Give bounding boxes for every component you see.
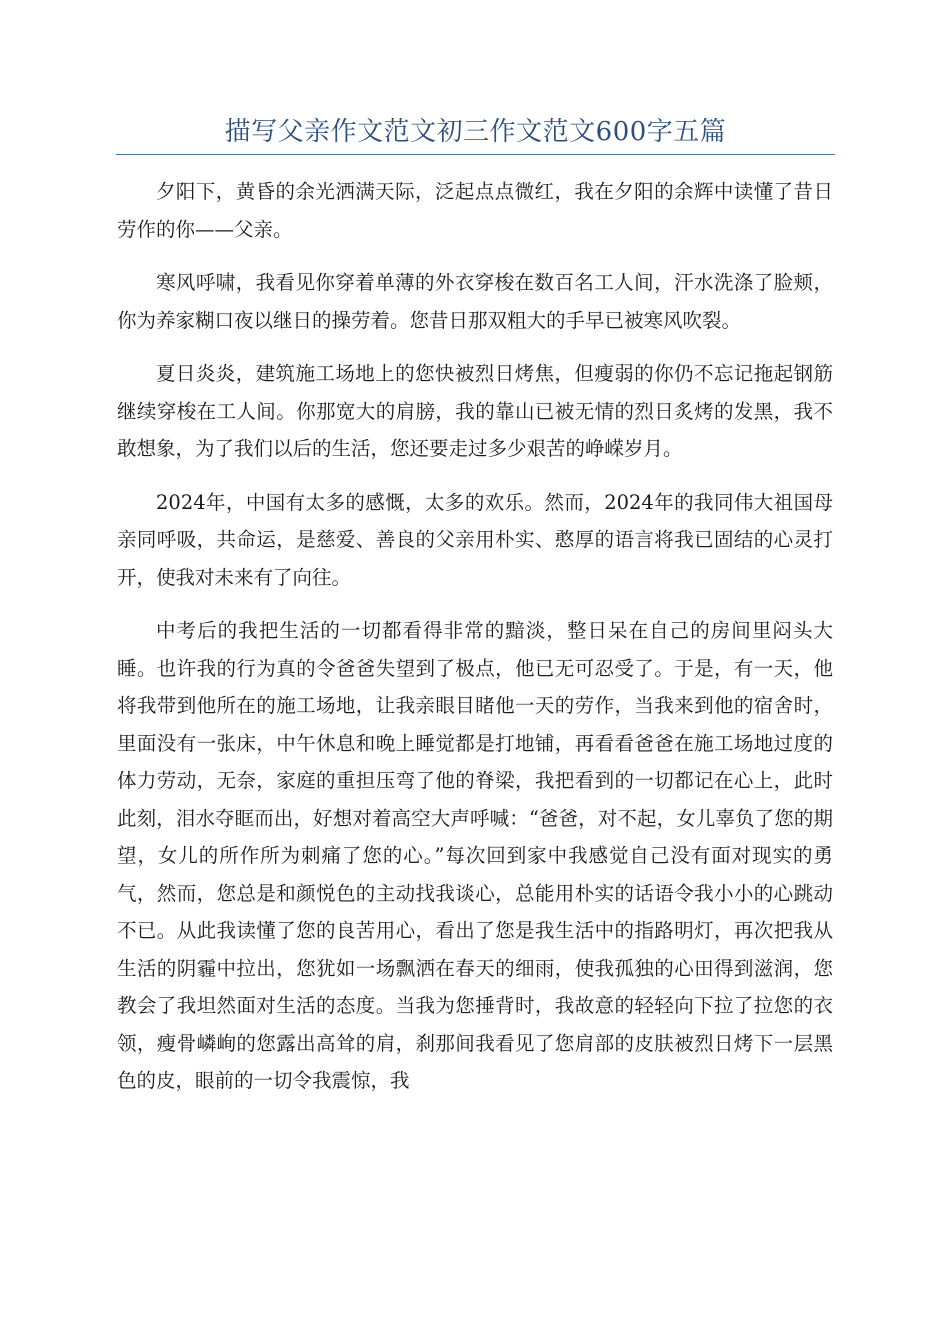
paragraph-2: 寒风呼啸，我看见你穿着单薄的外衣穿梭在数百名工人间，汗水洗涤了脸颊，你为养家糊口夜以继日的操劳着。您昔日那双粗大的手早已被寒风吹裂。 <box>117 271 833 332</box>
document-title: 描写父亲作文范文初三作文范文600字五篇 <box>224 117 727 147</box>
paragraph-1: 夕阳下，黄昏的余光洒满天际，泛起点点微红，我在夕阳的余辉中读懂了昔日劳作的你——父亲。 <box>117 180 833 241</box>
paragraph-3: 夏日炎炎，建筑施工场地上的您快被烈日烤焦，但瘦弱的你仍不忘记拖起钢筋继续穿梭在工人间。你那宽大的肩膀，我的靠山已被无情的烈日炙烤的发黑，我不敢想象，为了我们以后的生活，您还要走过多少艰苦的峥嵘岁月。 <box>117 362 833 460</box>
title-underline <box>116 154 835 155</box>
paragraph-5: 中考后的我把生活的一切都看得非常的黯淡，整日呆在自己的房间里闷头大睡。也许我的行为真的令爸爸失望到了极点，他已无可忍受了。于是，有一天，他将我带到他所在的施工场地，让我亲眼目睹他一天的劳作，当我来到他的宿舍时，里面没有一张床，中午休息和晚上睡觉都是打地铺，再看看爸爸在施工场地过度的体力劳动，无奈，家庭的重担压弯了他的脊梁，我把看到的一切都记在心上，此时此刻，泪水夺眶而出，好想对着高空大声呼喊：“爸爸，对不起，女儿辜负了您的期望，女儿的所作所为刺痛了您的心。”每次回到家中我感觉自己没有面对现实的勇气，然而，您总是和颜悦色的主动找我谈心，总能用朴实的话语令我小小的心跳动不已。从此我读懂了您的良苦用心，看出了您是我生活中的指路明灯，再次把我从生活的阴霾中拉出，您犹如一场飘洒在春天的细雨，使我孤独的心田得到滋润，您教会了我坦然面对生活的态度。当我为您捶背时，我故意的轻轻向下拉了拉您的衣领，瘦骨嶙峋的您露出高耸的肩，刹那间我看见了您肩部的皮肤被烈日烤下一层黑色的皮，眼前的一切令我震惊，我 <box>117 619 833 1092</box>
document-body <box>117 173 833 1116</box>
paragraph-4: 2024年，中国有太多的感慨，太多的欢乐。然而，2024年的我同伟大祖国母亲同呼吸，共命运，是慈爱、善良的父亲用朴实、憨厚的语言将我已固结的心灵打开，使我对未来有了向往。 <box>117 490 833 589</box>
